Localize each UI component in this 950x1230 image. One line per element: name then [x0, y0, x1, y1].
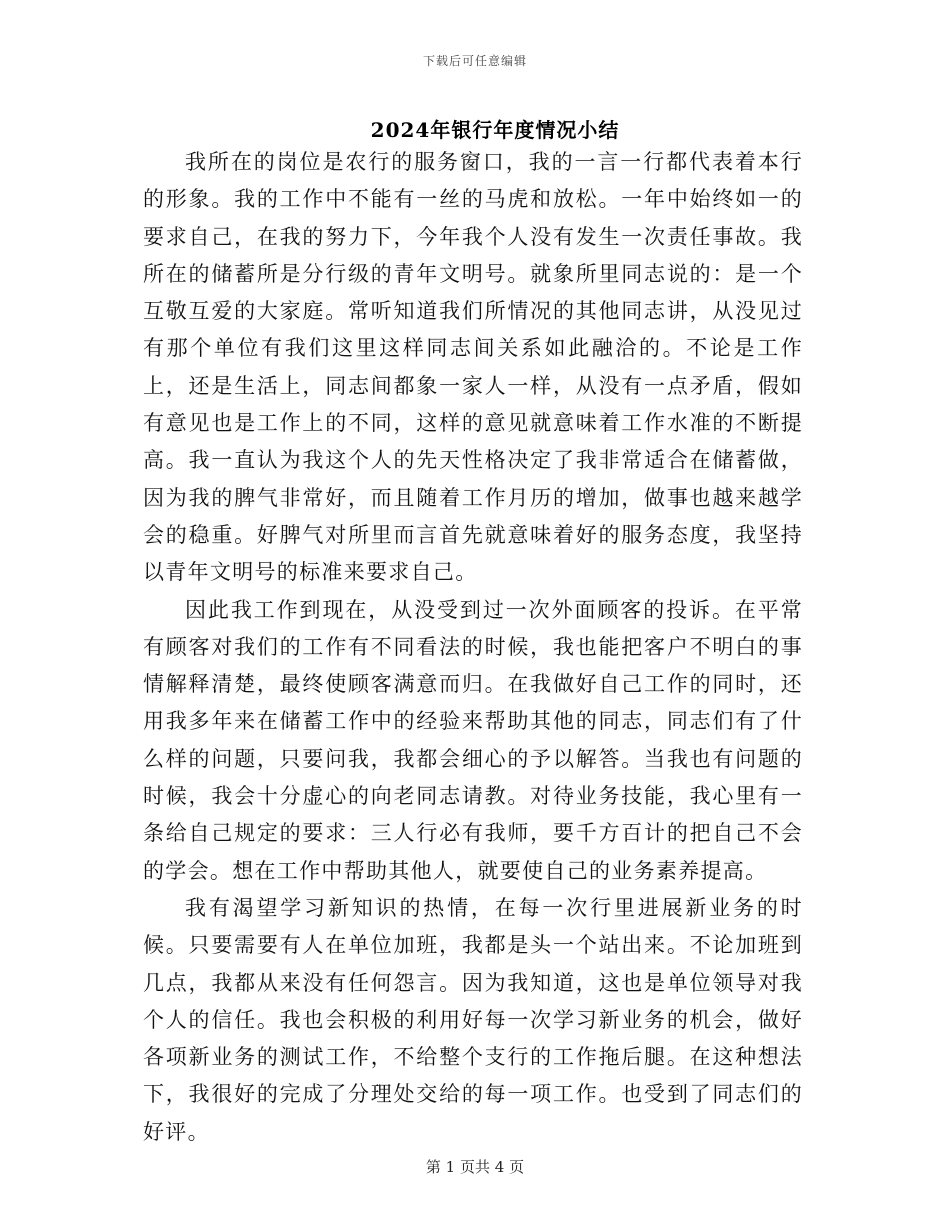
- paragraph-2: 因此我工作到现在，从没受到过一次外面顾客的投诉。在平常有顾客对我们的工作有不同看法的时候，我也能把客户不明白的事情解释清楚，最终使顾客满意而归。在我做好自己工作的同时，还用我多年来在储蓄工作中的经验来帮助其他的同志，同志们有了什么样的问题，只要问我，我都会细心的予以解答。当我也有问题的时候，我会十分虚心的向老同志请教。对待业务技能，我心里有一条给自己规定的要求：三人行必有我师，要千方百计的把自己不会的学会。想在工作中帮助其他人，就要使自己的业务素养提高。: [143, 597, 803, 883]
- page-number: 第 1 页共 4 页: [425, 1158, 525, 1176]
- paragraph-1: 我所在的岗位是农行的服务窗口，我的一言一行都代表着本行的形象。我的工作中不能有一丝的马虎和放松。一年中始终如一的要求自己，在我的努力下，今年我个人没有发生一次责任事故。我所在的储蓄所是分行级的青年文明号。就象所里同志说的：是一个互敬互爱的大家庭。常听知道我们所情况的其他同志讲，从没见过有那个单位有我们这里这样同志间关系如此融洽的。不论是工作上，还是生活上，同志间都象一家人一样，从没有一点矛盾，假如有意见也是工作上的不同，这样的意见就意味着工作水准的不断提高。我一直认为我这个人的先天性格决定了我非常适合在储蓄做，因为我的脾气非常好，而且随着工作月历的增加，做事也越来越学会的稳重。好脾气对所里而言首先就意味着好的服务态度，我坚持以青年文明号的标准来要求自己。: [143, 150, 803, 585]
- document-title: 2024年银行年度情况小结: [370, 118, 620, 142]
- paragraph-3: 我有渴望学习新知识的热情，在每一次行里进展新业务的时候。只要需要有人在单位加班，我都是头一个站出来。不论加班到几点，我都从来没有任何怨言。因为我知道，这也是单位领导对我个人的信任。我也会积极的利用好每一次学习新业务的机会，做好各项新业务的测试工作，不给整个支行的工作拖后腿。在这种想法下，我很好的完成了分理处交给的每一项工作。也受到了同志们的好评。: [143, 895, 803, 1144]
- document-body: [143, 144, 803, 1151]
- page-header-note: 下载后可任意编辑: [422, 54, 527, 68]
